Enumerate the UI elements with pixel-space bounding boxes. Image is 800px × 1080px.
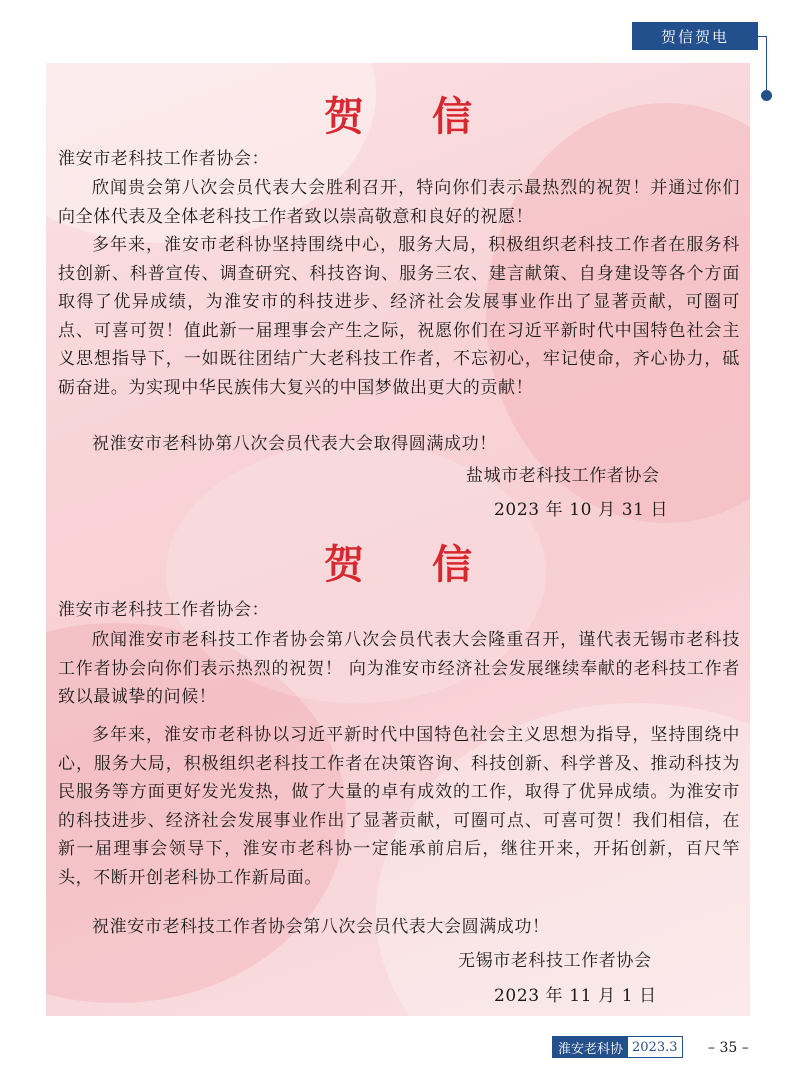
letter-paragraph: 祝淮安市老科协第八次会员代表大会取得圆满成功！ xyxy=(92,434,497,454)
section-tab: 贺信贺电 xyxy=(632,22,758,50)
letters-content xyxy=(46,63,750,1016)
page-number: – 35 – xyxy=(708,1040,749,1056)
letter-signature: 盐城市老科技工作者协会 xyxy=(466,466,660,486)
letter-paragraph: 祝淮安市老科技工作者协会第八次会员代表大会圆满成功！ xyxy=(92,917,550,937)
letter-paragraph: 欣闻贵会第八次会员代表大会胜利召开，特向你们表示最热烈的祝贺！并通过你们向全体代表及全体老科技工作者致以崇高敬意和良好的祝愿！ xyxy=(58,178,740,227)
footer-issue-number: 2023.3 xyxy=(628,1037,682,1057)
letter-salutation: 淮安市老科技工作者协会： xyxy=(58,600,270,620)
letter-title: 贺信 xyxy=(324,542,540,588)
footer-magazine-name: 淮安老科协 xyxy=(553,1037,628,1057)
letter-date: 2023 年 10 月 31 日 xyxy=(494,500,669,520)
footer-masthead xyxy=(552,1036,683,1058)
letter-signature: 无锡市老科技工作者协会 xyxy=(458,951,652,971)
letters-panel xyxy=(46,63,750,1016)
header-connector-line xyxy=(756,36,766,37)
header-dot xyxy=(761,90,772,101)
letter-paragraph: 多年来，淮安市老科协以习近平新时代中国特色社会主义思想为指导，坚持围绕中心，服务大局，积极组织老科技工作者在决策咨询、科技创新、科学普及、推动科技为民服务等方面更好发光发热，做了大量的卓有成效的工作，取得了优异成绩。为淮安市的科技进步、经济社会发展事业作出了显著贡献，可圈可点、可喜可贺！我们相信，在新一届理事会领导下，淮安市老科协一定能承前启后，继往开来，开拓创新，百尺竿头，不断开创老科协工作新局面。 xyxy=(58,725,740,888)
letter-paragraph: 多年来，淮安市老科协坚持围绕中心，服务大局，积极组织老科技工作者在服务科技创新、科普宣传、调查研究、科技咨询、服务三农、建言献策、自身建设等各个方面取得了优异成绩，为淮安市的科技进步、经济社会发展事业作出了显著贡献，可圈可点、可喜可贺！值此新一届理事会产生之际，祝愿你们在习近平新时代中国特色社会主义思想指导下，一如既往团结广大老科技工作者，不忘初心，牢记使命，齐心协力，砥砺奋进。为实现中华民族伟大复兴的中国梦做出更大的贡献！ xyxy=(58,235,740,398)
letter-salutation: 淮安市老科技工作者协会： xyxy=(58,149,270,169)
letter-date: 2023 年 11 月 1 日 xyxy=(494,986,657,1006)
letter-title: 贺信 xyxy=(324,94,540,140)
letter-paragraph: 欣闻淮安市老科技工作者协会第八次会员代表大会隆重召开，谨代表无锡市老科技工作者协会向你们表示热烈的祝贺！ 向为淮安市经济社会发展继续奉献的老科技工作者致以最诚挚的问候！ xyxy=(58,630,740,707)
header-vertical-line xyxy=(766,36,767,94)
